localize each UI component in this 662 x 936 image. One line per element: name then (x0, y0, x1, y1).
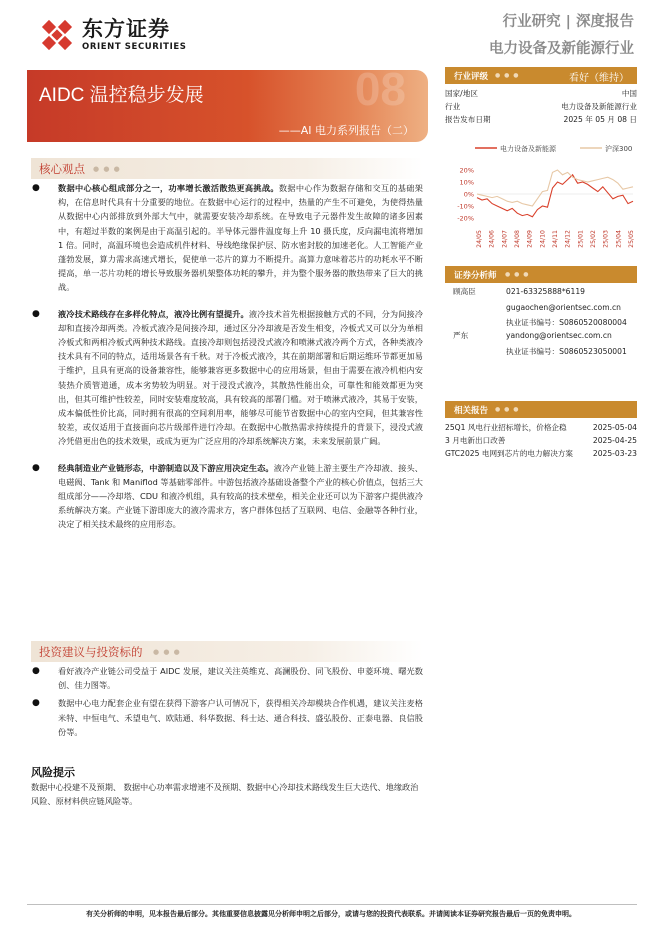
related-item[interactable] (445, 434, 637, 447)
rating-row-value: 2025 年 05 月 08 日 (563, 115, 637, 124)
bullet-icon: ● (32, 308, 40, 319)
related-list (445, 421, 637, 460)
heading-dots-decor: ● ● ● (495, 72, 520, 79)
core-view-lead: 数据中心核心组成部分之一，功率增长激活散热更高挑战。 (58, 183, 279, 193)
core-views-body (31, 181, 423, 544)
related-date: 2025-03-23 (592, 449, 637, 458)
core-view-lead: 经典制造业产业链形态，中游制造以及下游应用决定生态。 (58, 462, 274, 473)
investment-body (31, 664, 423, 751)
rating-row-value: 中国 (621, 89, 637, 98)
related-date: 2025-04-25 (592, 436, 637, 445)
rating-row-value: 电力设备及新能源行业 (561, 102, 637, 111)
chart-legend (475, 144, 632, 153)
analyst-name: 严东 (453, 331, 469, 340)
chart-x-axis (476, 230, 635, 248)
analyst-license: 执业证书编号：S0860523050001 (506, 346, 627, 356)
related-item[interactable] (445, 421, 637, 434)
related-title[interactable]: 3 月电新出口改善 (445, 436, 506, 445)
rating-row (445, 87, 637, 100)
investment-text: 看好液冷产业链公司受益于 AIDC 发展，建议关注英维克、高澜股份、同飞股份、申菱环境、曙光数创、佳力图等。 (58, 666, 423, 691)
chart-y-axis (457, 167, 474, 223)
analyst-heading: 证券分析师 (454, 271, 497, 281)
core-view-item (31, 461, 423, 532)
chart-lines (477, 170, 633, 217)
bullet-icon: ● (32, 698, 40, 709)
footer-divider (27, 904, 637, 905)
report-type: 行业研究 | 深度报告 (502, 14, 634, 30)
rating-value: 看好（维持） (569, 73, 629, 84)
rating-heading-bar (445, 67, 637, 84)
investment-heading-bar (31, 641, 423, 662)
heading-dots-decor: ● ● ● (153, 648, 181, 656)
related-item[interactable] (445, 447, 637, 460)
related-title[interactable]: GTC2025 电网到芯片的电力解决方案 (445, 449, 573, 458)
heading-dots-decor: ● ● ● (505, 271, 530, 278)
investment-item (31, 696, 423, 739)
bullet-icon: ● (32, 666, 40, 676)
related-title[interactable]: 25Q1 风电行业招标增长，价格企稳 (445, 423, 567, 432)
analyst-email[interactable]: gugaochen@orientsec.com.cn (506, 302, 621, 312)
core-view-text: 液冷产业链上游主要生产冷却液、接头、电磁阀、Tank 和 Maniflod 等基础零部件。中游包括液冷基础设备整个产业的核心价值点，包括三大组成部分——冷却塔、CDU 和液冷机组，具有较高的技术壁垒，相关企业还可以为下游客户提供液冷系统解决方案。产业链下游即庞大的液冷需求方，客户群体包括了互联网、电信、金融等各种行业，决定了相关技术最终的应用形态。 (58, 462, 423, 530)
rating-row-key: 行业 (445, 102, 461, 111)
rating-label: 行业评级 (454, 72, 489, 82)
performance-chart (445, 142, 637, 260)
title-banner (27, 70, 428, 142)
x-tick-label: 24/06 (488, 230, 496, 248)
banner-decor-number: 08 (354, 70, 406, 115)
analyst-heading-bar (445, 266, 637, 283)
x-tick-label: 24/11 (552, 230, 559, 248)
analyst-email[interactable]: yandong@orientsec.com.cn (506, 331, 612, 340)
investment-item (31, 664, 423, 692)
core-views-heading-bar (31, 158, 423, 179)
x-tick-label: 25/01 (577, 230, 585, 248)
analyst-license: 执业证书编号：S0860520080004 (506, 318, 627, 327)
logo-diamond-icon (38, 16, 76, 54)
y-tick-label: 10% (459, 178, 474, 187)
x-tick-label: 24/10 (539, 230, 547, 248)
x-tick-label: 24/07 (501, 230, 509, 248)
core-view-item (31, 181, 423, 295)
y-tick-label: -10% (457, 202, 474, 211)
brand-logo (38, 16, 186, 54)
analyst-phone: 021-63325888*6119 (506, 287, 586, 296)
core-view-item (31, 307, 423, 449)
analyst-name: 顾高臣 (453, 287, 476, 296)
investment-heading: 投资建议与投资标的 (39, 645, 143, 659)
brand-name-cn: 东方证券 (82, 17, 170, 41)
heading-dots-decor: ● ● ● (495, 406, 520, 413)
heading-dots-decor: ● ● ● (93, 165, 121, 173)
core-view-lead: 液冷技术路线存在多样化特点，液冷比例有望提升。 (58, 308, 249, 319)
core-views-heading: 核心观点 (39, 162, 85, 176)
legend-label: 电力设备及新能源 (500, 145, 556, 153)
risk-heading: 风险提示 (31, 766, 75, 779)
x-tick-label: 25/05 (628, 230, 635, 248)
core-view-text: 液冷技术首先根据接触方式的不同，分为间接冷却和直接冷却两类。冷板式液冷是间接冷却，通过区分冷却液是否发生相变，冷板式又可以分为单相冷板式和两相冷板式两种技术路线。直接冷却则包括浸没式液冷和喷淋式液冷两个方式，各种类液冷技术具有不同的特点，适用场景各有千秋。对于冷板式液冷，其在前期部署和后期运维环节都更加易于维护，且具有更高的设备兼容性，能够兼容更多数据中心的应用场景，但由于需要在液冷机柜内安装热介质管道通，成本劣势较为明显。对于浸没式液冷，其散热性能出众，可靠性和能效都更为突出，但其可维护性较差，同时安装难度较高，具有较高的部署门槛。对于喷淋式液冷，其易于安装，成本偏低性价比高，同时拥有很高的空间利用率，能够尽可能节省数据中心的室内空间，但其兼容性较差，或仅适用于直接面向芯片级部件进行冷却。在数据中心散热需求持续提升的背景下，浸没式液冷凭借更出色的技术效果，或成为更为广泛应用的冷却系统解决方案，未来发展前景广阔。 (58, 308, 423, 447)
y-tick-label: 0% (463, 190, 474, 199)
x-tick-label: 24/05 (476, 230, 483, 248)
x-tick-label: 24/08 (514, 230, 521, 248)
report-sector: 电力设备及新能源行业 (489, 41, 634, 57)
x-tick-label: 25/04 (615, 230, 623, 248)
related-date: 2025-05-04 (592, 423, 637, 432)
investment-text: 数据中心电力配套企业有望在获得下游客户认可情况下，获得相关冷却模块合作机遇，建议关注麦格米特、中恒电气、禾望电气、欧陆通、科华数据、科士达、通合科技、盛弘股份、正泰电器、良信股份等。 (58, 698, 423, 737)
y-tick-label: 20% (459, 166, 474, 175)
footer-disclaimer: 有关分析师的申明，见本报告最后部分。其他重要信息披露见分析师申明之后部分，或请与您的投资代表联系。并请阅读本证券研究报告最后一页的免责申明。 (86, 910, 576, 918)
series-line (477, 175, 633, 217)
related-heading-bar (445, 401, 637, 418)
x-tick-label: 24/09 (526, 230, 534, 248)
report-header (489, 12, 634, 59)
analyst-card (453, 328, 637, 362)
x-tick-label: 24/12 (564, 230, 572, 248)
bullet-icon: ● (32, 462, 40, 473)
rating-row (445, 113, 637, 126)
report-subtitle: ——AI 电力系列报告（二） (278, 124, 414, 137)
analyst-card (453, 284, 637, 334)
rating-row (445, 100, 637, 113)
legend-label: 沪深300 (605, 145, 633, 153)
risk-text: 数据中心投建不及预期、 数据中心功率需求增速不及预期、数据中心冷却技术路线发生巨大迭代、地缘政治风险、原材料供应链风险等。 (31, 782, 419, 807)
core-view-text: 数据中心作为数据存储和交互的基础架构，在信息时代具有十分重要的地位。在数据中心运行的过程中，热量的产生不可避免，为使得热量从数据中心内部排放到外部大气中，就需要安装冷却系统。在导致电子元器件发生故障的诸多因素中，有超过半数的案例是由于高温引起的。半导体元器件温度每上升 10 摄氏度，反向漏电流将增加 1 倍。同时，高温环境也会造成机件材料、导线绝缘保护层、防水密封胶的加速老化。人工智能产业蓬勃发展，算力需求高速式增长，促使单一芯片的算力不断提升。高算力意味着芯片的功耗水平不断提高，单一芯片功耗的增长导致服务器机架整体功耗的攀升，并为整个服务器的散热带来了巨大的挑战。 (58, 183, 423, 293)
rating-info (445, 87, 637, 126)
rating-row-key: 国家/地区 (445, 89, 478, 98)
report-title: AIDC 温控稳步发展 (39, 85, 204, 106)
y-tick-label: -20% (457, 214, 474, 223)
x-tick-label: 25/02 (590, 230, 597, 248)
related-heading: 相关报告 (454, 406, 489, 416)
rating-row-key: 报告发布日期 (445, 115, 491, 124)
brand-name-en: ORIENT SECURITIES (82, 42, 187, 52)
bullet-icon: ● (32, 183, 40, 193)
x-tick-label: 25/03 (602, 230, 610, 248)
series-line (477, 170, 633, 206)
